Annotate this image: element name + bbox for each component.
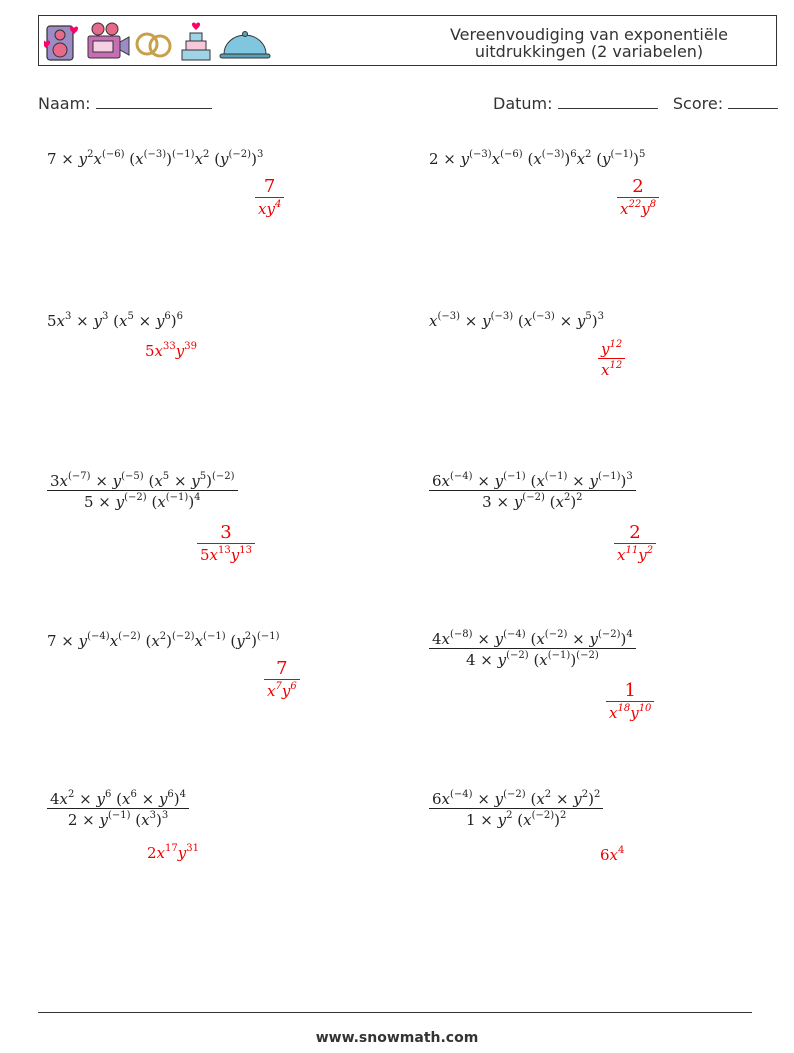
speaker-hearts-icon <box>44 26 78 60</box>
problem-6-expression: $\frac{6x^{(-4)} \times y^{(-1)} (x^{(-1)} \times y^{(-1)})^3}{3 \times y^{(-2)} (x^2)^2}$ <box>429 472 636 511</box>
wedding-rings-icon <box>137 34 170 56</box>
footer-divider <box>38 1012 752 1013</box>
problem-5-expression: $\frac{3x^{(-7)} \times y^{(-5)} (x^5 \times y^5)^{(-2)}}{5 \times y^{(-2)} (x^{(-1)})^4}$ <box>47 472 238 511</box>
problem-7-answer: $\frac{7}{x^7y^6}$ <box>264 658 300 700</box>
problem-8-answer: $\frac{1}{x^{18}y^{10}}$ <box>606 680 654 722</box>
worksheet-header <box>38 15 777 66</box>
problem-10-answer: $6x^4$ <box>600 845 625 864</box>
problem-10-expression: $\frac{6x^{(-4)} \times y^{(-2)} (x^2 \times y^2)^2}{1 \times y^2 (x^{(-2)})^2}$ <box>429 790 603 829</box>
problem-1-answer: $\frac{7}{xy^4}$ <box>255 176 284 218</box>
wedding-cake-icon <box>182 23 210 60</box>
worksheet-title <box>419 26 759 60</box>
problem-8-expression: $\frac{4x^{(-8)} \times y^{(-4)} (x^{(-2)} \times y^{(-2)})^4}{4 \times y^{(-2)} (x^{(-1)})^{(-2)}}$ <box>429 630 636 669</box>
problem-2-answer: $\frac{2}{x^{22}y^8}$ <box>617 176 659 218</box>
date-label: Datum: <box>493 94 553 113</box>
footer-url[interactable]: www.snowmath.com <box>315 1030 479 1046</box>
problem-5-answer: $\frac{3}{5x^{13}y^{13}}$ <box>197 522 255 564</box>
movie-camera-icon <box>88 23 129 58</box>
problem-7-expression: $7 \times y^{(-4)}x^{(-2)}$ $(x^2)^{(-2)}x^{(-1)}$ $(y^2)^{(-1)}$ <box>47 631 280 650</box>
header-icons <box>44 20 274 62</box>
title-line-2: uitdrukkingen (2 variabelen) <box>474 42 704 61</box>
problem-3-expression: $5x^3 \times y^3$ $(x^5 \times y^6)^6$ <box>47 311 184 330</box>
name-blank[interactable] <box>96 94 212 109</box>
name-field <box>38 94 212 113</box>
problem-6-answer: $\frac{2}{x^{11}y^2}$ <box>614 522 656 564</box>
problem-4-answer: $\frac{y^{12}}{x^{12}}$ <box>598 340 625 379</box>
problem-1-expression: $7 \times y^2x^{(-6)}$ $(x^{(-3)})^{(-1)}x^2$ $(y^{(-2)})^3$ <box>47 149 264 168</box>
problem-4-expression: $x^{(-3)} \times y^{(-3)}$ $(x^{(-3)} \times y^5)^3$ <box>429 311 604 330</box>
date-blank[interactable] <box>558 94 658 109</box>
problem-3-answer: $5x^{33}y^{39}$ <box>145 341 197 360</box>
score-label: Score: <box>672 94 724 113</box>
name-label: Naam: <box>38 94 91 113</box>
date-field <box>493 94 778 113</box>
problem-2-expression: $2 \times y^{(-3)}x^{(-6)}$ $(x^{(-3)})^6x^2$ $(y^{(-1)})^5$ <box>429 149 646 168</box>
serving-cloche-icon <box>220 32 270 59</box>
problem-9-expression: $\frac{4x^2 \times y^6 (x^6 \times y^6)^4}{2 \times y^{(-1)} (x^3)^3}$ <box>47 790 189 829</box>
problem-9-answer: $2x^{17}y^{31}$ <box>147 843 199 862</box>
score-blank[interactable] <box>728 94 778 109</box>
title-line-1: Vereenvoudiging van exponentiële <box>449 25 729 44</box>
